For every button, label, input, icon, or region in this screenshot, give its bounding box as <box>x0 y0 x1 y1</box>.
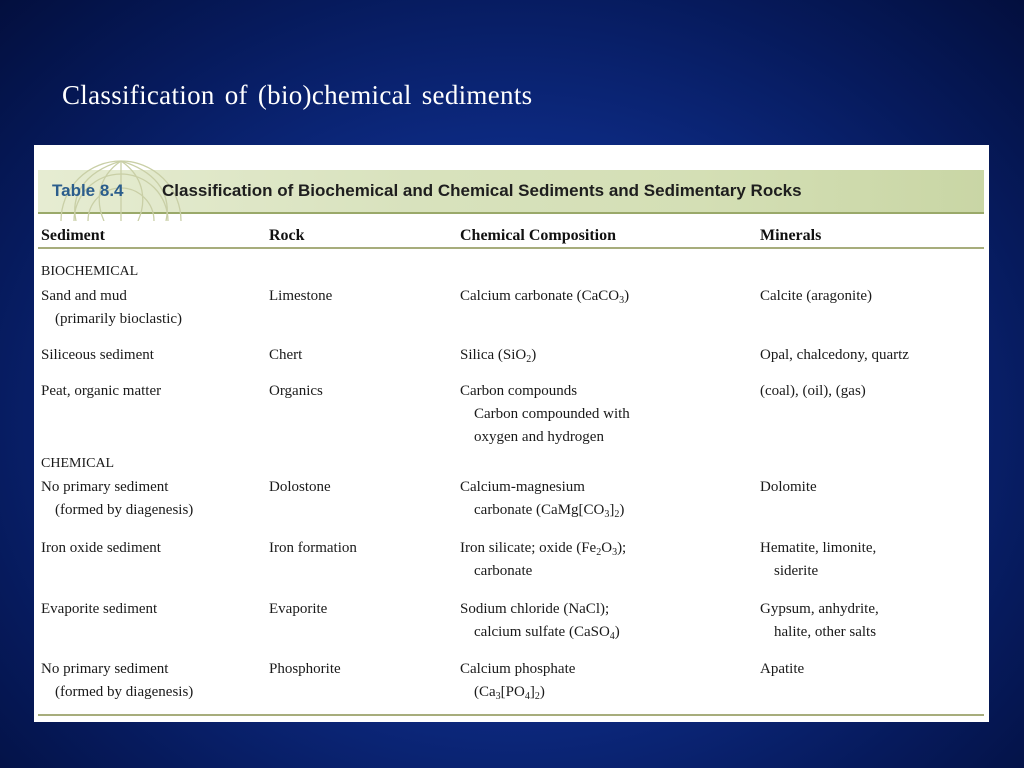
cell-chemical-composition: Silica (SiO$_2$) <box>460 347 537 365</box>
header-rock: Rock <box>269 227 305 244</box>
cell-minerals: Gypsum, anhydrite, halite, other salts <box>760 601 879 640</box>
table-number: Table 8.4 <box>52 181 124 200</box>
table-bottom-divider <box>38 714 984 716</box>
header-sediment: Sediment <box>41 227 105 244</box>
cell-sediment: Sand and mud (primarily bioclastic) <box>41 288 183 327</box>
cell-chemical-composition: Iron silicate; oxide $(Fe_2O_3)$; carbonate <box>460 540 627 579</box>
cell-sediment: Siliceous sediment <box>41 347 154 363</box>
cell-rock: Iron formation <box>269 540 357 556</box>
header-divider <box>38 247 984 249</box>
cell-minerals: Apatite <box>760 661 805 677</box>
cell-sediment: Evaporite sediment <box>41 601 158 617</box>
cell-minerals: Dolomite <box>760 479 817 495</box>
cell-rock: Evaporite <box>269 601 328 617</box>
slide-title: Classification of (bio)chemical sediments <box>62 80 533 110</box>
cell-minerals: Calcite (aragonite) <box>760 288 873 304</box>
table-caption: Classification of Biochemical and Chemical Sediments and Sedimentary Rocks <box>162 181 802 200</box>
cell-rock: Organics <box>269 383 323 399</box>
cell-chemical-composition: Calcium phosphate $(Ca_3[PO_4]_2)$ <box>460 661 576 702</box>
cell-chemical-composition: Sodium chloride (NaCl); calcium sulfate (CaSO$_4$) <box>460 601 620 642</box>
cell-minerals: Opal, chalcedony, quartz <box>760 347 909 363</box>
table-image-panel <box>34 145 989 722</box>
category-biochemical: BIOCHEMICAL <box>41 264 139 279</box>
cell-chemical-composition: Calcium-magnesium carbonate $(CaMg[CO_3]_2)$ <box>460 479 625 520</box>
category-chemical: CHEMICAL <box>41 456 115 471</box>
cell-rock: Phosphorite <box>269 661 341 677</box>
header-chemical-composition: Chemical Composition <box>460 227 616 244</box>
cell-sediment: Peat, organic matter <box>41 383 162 399</box>
cell-sediment: No primary sediment (formed by diagenesis) <box>41 479 194 518</box>
cell-rock: Dolostone <box>269 479 331 495</box>
cell-chemical-composition: Carbon compounds Carbon compounded with oxygen and hydrogen <box>460 383 630 445</box>
cell-rock: Chert <box>269 347 303 363</box>
cell-sediment: Iron oxide sediment <box>41 540 161 556</box>
cell-minerals: (coal), (oil), (gas) <box>760 383 866 399</box>
cell-rock: Limestone <box>269 288 333 304</box>
cell-sediment: No primary sediment (formed by diagenesis) <box>41 661 194 700</box>
cell-minerals: Hematite, limonite, siderite <box>760 540 877 579</box>
cell-chemical-composition: Calcium carbonate (CaCO$_3$) <box>460 288 630 306</box>
header-minerals: Minerals <box>760 227 822 244</box>
